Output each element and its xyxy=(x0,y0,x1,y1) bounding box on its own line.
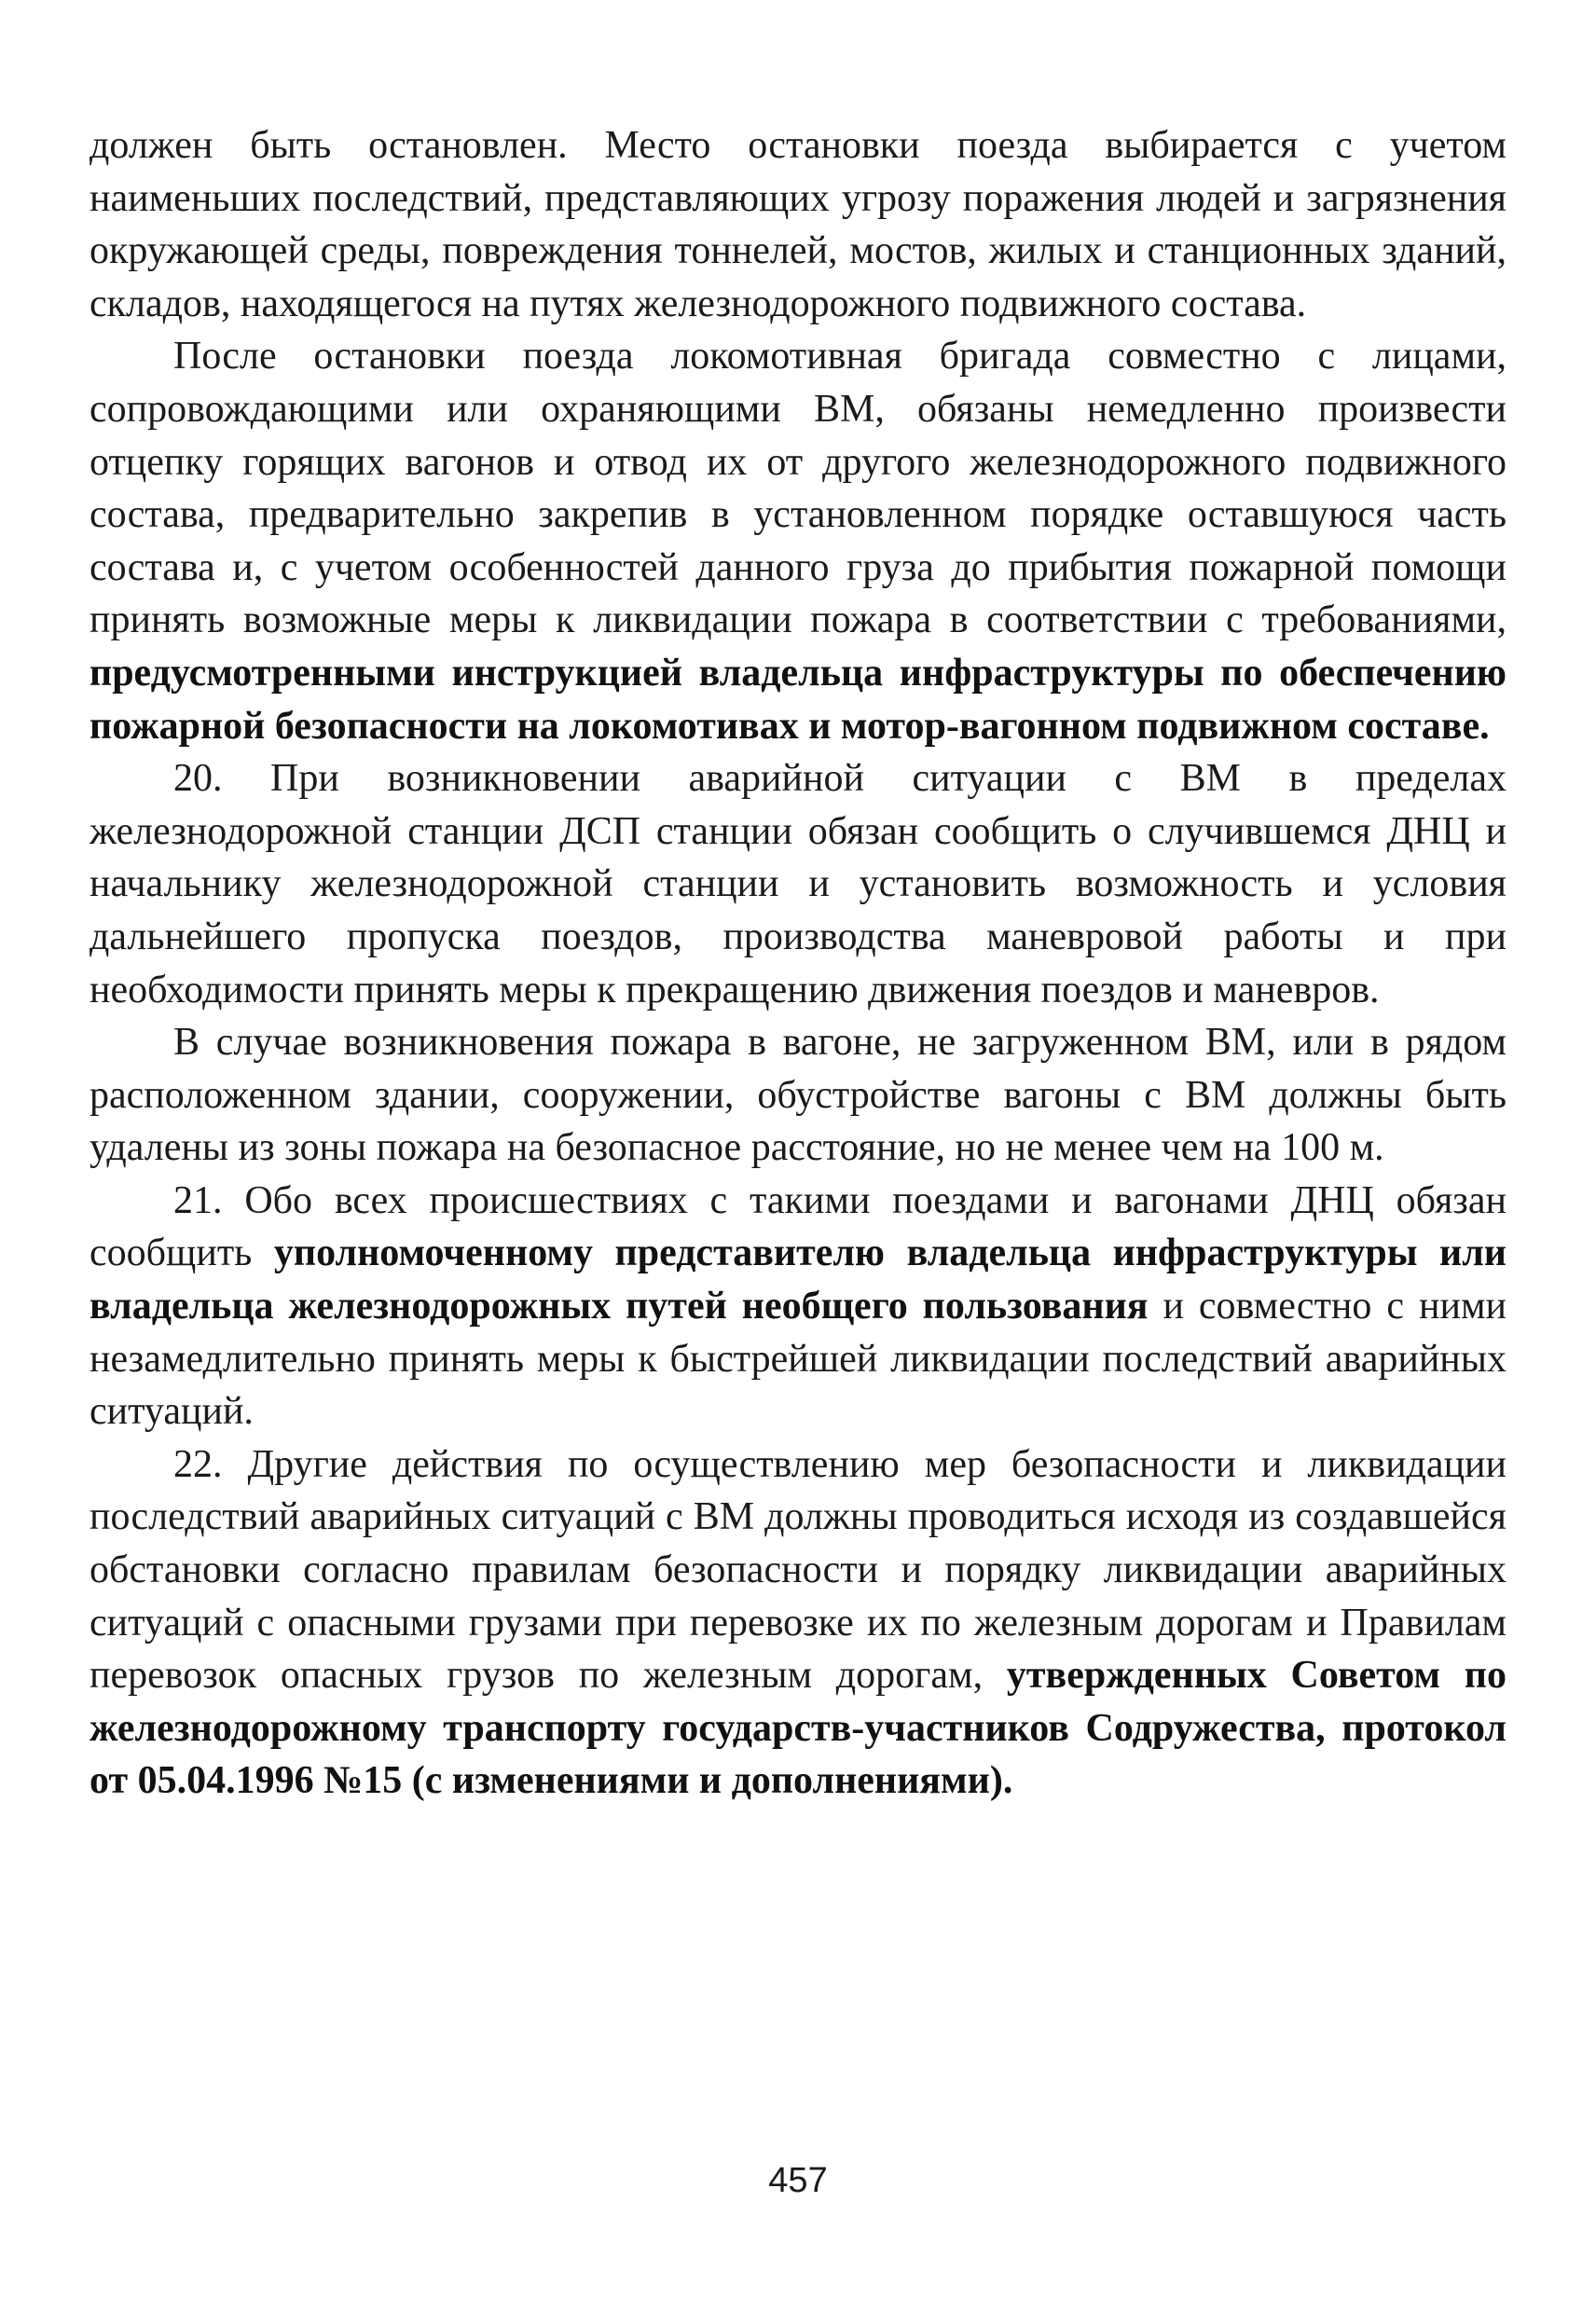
paragraph-segment: должен быть остановлен. Место остановки поезда выбирается с учетом наименьших последствий, представляющих угрозу поражения людей и загрязнения окружающей среды, повреждения тоннелей, мостов, жилых и станционных зданий, складов, находящегося на путях железнодорожного подвижного состава. xyxy=(89,124,1507,325)
document-text-body xyxy=(89,119,1507,1808)
paragraph-segment: 22. Другие действия по осуществлению мер безопасности и ликвидации последствий аварийных ситуаций с ВМ должны проводиться исходя из создавшейся обстановки согласно правилам безопасности и порядку ликвидации аварийных ситуаций с опасными грузами при перевозке их по железным дорогам и Правилам перевозок опасных грузов по железным дорогам, xyxy=(89,1442,1507,1698)
paragraph-segment: После остановки поезда локомотивная бригада совместно с лицами, сопровождающими или охраняющими ВМ, обязаны немедленно произвести отцепку горящих вагонов и отвод их от другого железнодорожного подвижного состава, предварительно закрепив в установленном порядке оставшуюся часть состава и, с учетом особенностей данного груза до прибытия пожарной помощи принять возможные меры к ликвидации пожара в соответствии с требованиями, xyxy=(89,335,1507,642)
paragraph-locomotive-crew-actions xyxy=(89,330,1507,752)
paragraph-segment: и совместно с ними незамедлительно принять меры к быстрейшей ликвидации последствий аварийных ситуаций. xyxy=(89,1285,1507,1434)
paragraph-continuation xyxy=(89,119,1507,330)
paragraph-item-22 xyxy=(89,1438,1507,1808)
paragraph-item-20 xyxy=(89,752,1507,1016)
paragraph-segment-bold: предусмотренными инструкцией владельца инфраструктуры по обеспечению пожарной безопасности на локомотивах и мотор-вагонном подвижном составе. xyxy=(89,651,1507,748)
paragraph-fire-case xyxy=(89,1016,1507,1175)
paragraph-segment-bold: уполномоченному представителю владельца инфраструктуры или владельца железнодорожных путей необщего пользования xyxy=(89,1232,1507,1328)
paragraph-segment-bold: утвержденных Советом по железнодорожному транспорту государств-участников Содружества, протокол от 05.04.1996 №15 (с изменениями и дополнениями). xyxy=(89,1654,1507,1803)
paragraph-segment: 21. Обо всех происшествиях с такими поездами и вагонами ДНЦ обязан сообщить xyxy=(89,1178,1507,1275)
paragraph-item-21 xyxy=(89,1175,1507,1438)
paragraph-segment: В случае возникновения пожара в вагоне, не загруженном ВМ, или в рядом расположенном здании, сооружении, обустройстве вагоны с ВМ должны быть удалены из зоны пожара на безопасное расстояние, но не менее чем на 100 м. xyxy=(89,1021,1507,1170)
page-number: 457 xyxy=(768,2161,828,2200)
paragraph-segment: 20. При возникновении аварийной ситуации с ВМ в пределах железнодорожной станции ДСП станции обязан сообщить о случившемся ДНЦ и начальнику железнодорожной станции и установить возможность и условия дальнейшего пропуска поездов, производства маневровой работы и при необходимости принять меры к прекращению движения поездов и маневров. xyxy=(89,757,1507,1012)
